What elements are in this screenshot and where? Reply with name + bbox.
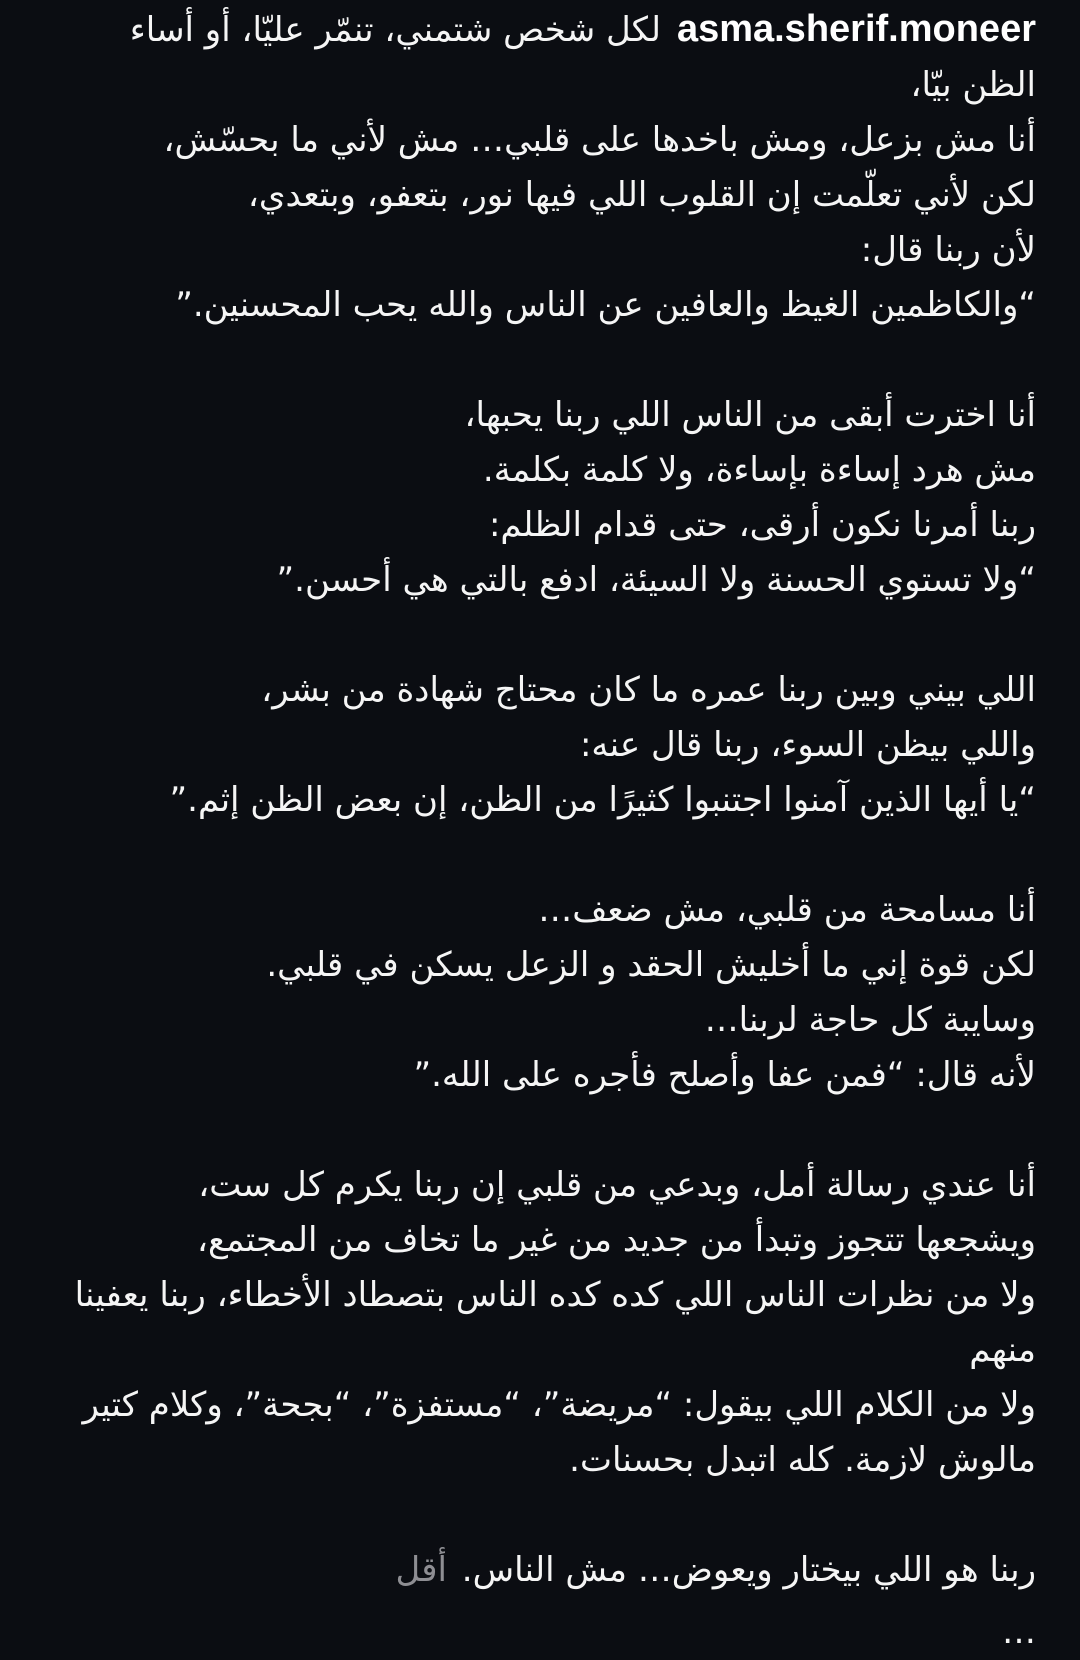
- caption-text: أنا مش بزعل، ومش باخدها على قلبي… مش لأني ما بحسّش،: [163, 120, 1036, 160]
- caption-first-line: [36, 2, 1036, 58]
- paragraph-spacer: [36, 333, 1036, 388]
- caption-text: ويشجعها تتجوز وتبدأ من جديد من غير ما تخاف من المجتمع،: [197, 1220, 1036, 1260]
- caption-text: ربنا أمرنا نكون أرقى، حتى قدام الظلم:: [488, 505, 1036, 545]
- caption-text: ولا من الكلام اللي بيقول: “مريضة”، “مستفزة”، “بجحة”، وكلام كتير مالوش لازمة. كله اتبدل بحسنات.: [82, 1385, 1036, 1480]
- caption-text: ولا من نظرات الناس اللي كده كده الناس بتصطاد الأخطاء، ربنا يعفينا منهم: [74, 1275, 1036, 1370]
- truncated-next-line: …: [1002, 1612, 1036, 1652]
- caption-text: وسايبة كل حاجة لربنا…: [704, 1000, 1036, 1040]
- caption-text: لكن قوة إني ما أخليش الحقد و الزعل يسكن في قلبي.: [266, 945, 1036, 985]
- caption-text: أنا عندي رسالة أمل، وبدعي من قلبي إن ربنا يكرم كل ست،: [198, 1165, 1036, 1205]
- post-caption: [36, 0, 1036, 1598]
- caption-text: أنا اخترت أبقى من الناس اللي ربنا يحبها،: [464, 395, 1036, 435]
- paragraph-spacer: [36, 608, 1036, 663]
- paragraph-spacer: [36, 1488, 1036, 1543]
- caption-text: الظن بيّا،: [910, 65, 1036, 105]
- caption-text: اللي بيني وبين ربنا عمره ما كان محتاج شهادة من بشر،: [261, 670, 1036, 710]
- caption-text: واللي بيظن السوء، ربنا قال عنه:: [579, 725, 1036, 765]
- caption-text: “ولا تستوي الحسنة ولا السيئة، ادفع بالتي هي أحسن.”: [276, 560, 1036, 600]
- caption-text: لكن لأني تعلّمت إن القلوب اللي فيها نور، بتعفو، وبتعدي،: [247, 175, 1036, 215]
- paragraph-spacer: [36, 828, 1036, 883]
- username-link[interactable]: asma.sherif.moneer: [676, 8, 1036, 50]
- paragraph-spacer: [36, 1103, 1036, 1158]
- caption-closing-line: [36, 1543, 1036, 1598]
- caption-text: مش هرد إساءة بإساءة، ولا كلمة بكلمة.: [482, 450, 1036, 490]
- caption-text: لأنه قال: “فمن عفا وأصلح فأجره على الله.”: [413, 1055, 1036, 1095]
- caption-text: ربنا هو اللي بيختار ويعوض… مش الناس.: [461, 1550, 1036, 1590]
- caption-text: لكل شخص شتمني، تنمّر عليّا، أو أساء: [129, 10, 661, 50]
- caption-text: أنا مسامحة من قلبي، مش ضعف…: [538, 890, 1036, 930]
- caption-text: لأن ربنا قال:: [860, 230, 1036, 270]
- caption-text: “والكاظمين الغيظ والعافين عن الناس والله يحب المحسنين.”: [175, 285, 1036, 325]
- see-less-button[interactable]: أقل: [395, 1550, 447, 1590]
- caption-text: “يا أيها الذين آمنوا اجتنبوا كثيرًا من الظن، إن بعض الظن إثم.”: [169, 780, 1036, 820]
